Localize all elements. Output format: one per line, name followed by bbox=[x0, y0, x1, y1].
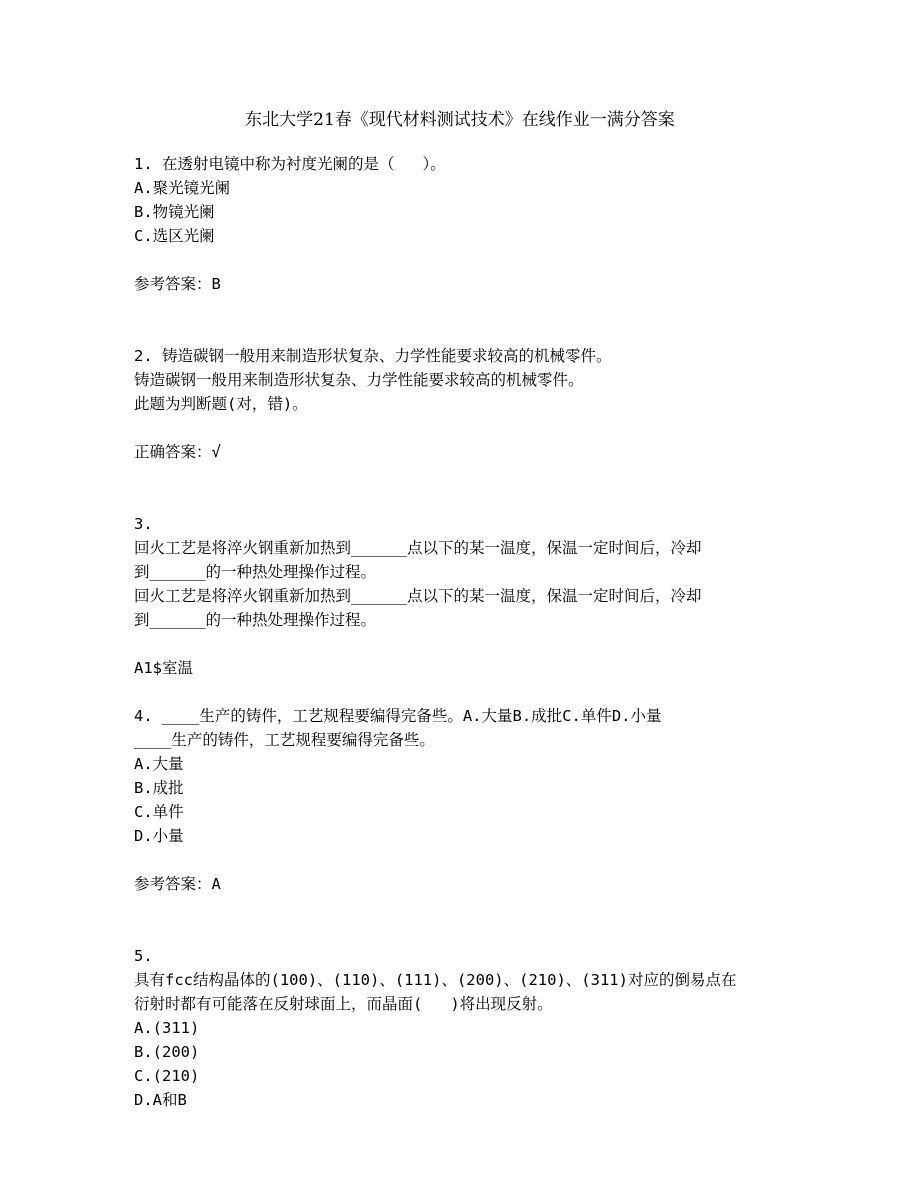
question-text-repeat: ____生产的铸件，工艺规程要编得完备些。 bbox=[134, 731, 435, 749]
answer-text: A1$室温 bbox=[134, 659, 193, 677]
option-c: C.单件 bbox=[134, 803, 184, 821]
question-5 bbox=[134, 944, 794, 1112]
question-text-line: 回火工艺是将淬火钢重新加热到______点以下的某一温度，保温一定时间后，冷却 bbox=[134, 539, 702, 557]
question-4 bbox=[134, 704, 794, 896]
answer-text: 正确答案：√ bbox=[134, 443, 221, 461]
option-c: C.(210) bbox=[134, 1067, 200, 1085]
question-number: 3. bbox=[134, 515, 153, 533]
question-text-line: 具有fcc结构晶体的(100)、(110)、(111)、(200)、(210)、(311)对应的倒易点在 bbox=[134, 971, 737, 989]
question-stem bbox=[134, 704, 794, 728]
question-number: 5. bbox=[134, 947, 153, 965]
option-d: D.小量 bbox=[134, 827, 184, 845]
question-stem bbox=[134, 152, 794, 176]
answer-text: 参考答案：B bbox=[134, 275, 221, 293]
option-b: B.物镜光阑 bbox=[134, 203, 215, 221]
question-text-repeat: 铸造碳钢一般用来制造形状复杂、力学性能要求较高的机械零件。 bbox=[134, 371, 584, 389]
question-text: ____生产的铸件，工艺规程要编得完备些。A.大量B.成批C.单件D.小量 bbox=[162, 707, 662, 725]
option-d: D.A和B bbox=[134, 1091, 187, 1109]
option-c: C.选区光阑 bbox=[134, 227, 215, 245]
answer-text: 参考答案：A bbox=[134, 875, 221, 893]
question-text-line: 到______的一种热处理操作过程。 bbox=[134, 563, 376, 581]
question-text-line: 回火工艺是将淬火钢重新加热到______点以下的某一温度，保温一定时间后，冷却 bbox=[134, 587, 702, 605]
question-text: 在透射电镜中称为衬度光阑的是（ ）。 bbox=[162, 155, 446, 173]
question-3 bbox=[134, 512, 794, 680]
question-number: 4. bbox=[134, 707, 153, 725]
question-number: 2. bbox=[134, 347, 153, 365]
document-title: 东北大学21春《现代材料测试技术》在线作业一满分答案 bbox=[245, 110, 675, 130]
option-a: A.聚光镜光阑 bbox=[134, 179, 231, 197]
question-text-line: 衍射时都有可能落在反射球面上，而晶面( )将出现反射。 bbox=[134, 995, 553, 1013]
option-a: A.大量 bbox=[134, 755, 184, 773]
question-1 bbox=[134, 152, 794, 296]
question-number: 1. bbox=[134, 155, 153, 173]
option-b: B.(200) bbox=[134, 1043, 200, 1061]
option-b: B.成批 bbox=[134, 779, 184, 797]
question-2 bbox=[134, 344, 794, 464]
question-stem bbox=[134, 344, 794, 368]
question-list bbox=[134, 152, 794, 1112]
question-text: 铸造碳钢一般用来制造形状复杂、力学性能要求较高的机械零件。 bbox=[162, 347, 612, 365]
question-type-note: 此题为判断题(对，错)。 bbox=[134, 395, 308, 413]
question-text-line: 到______的一种热处理操作过程。 bbox=[134, 611, 376, 629]
option-a: A.(311) bbox=[134, 1019, 200, 1037]
